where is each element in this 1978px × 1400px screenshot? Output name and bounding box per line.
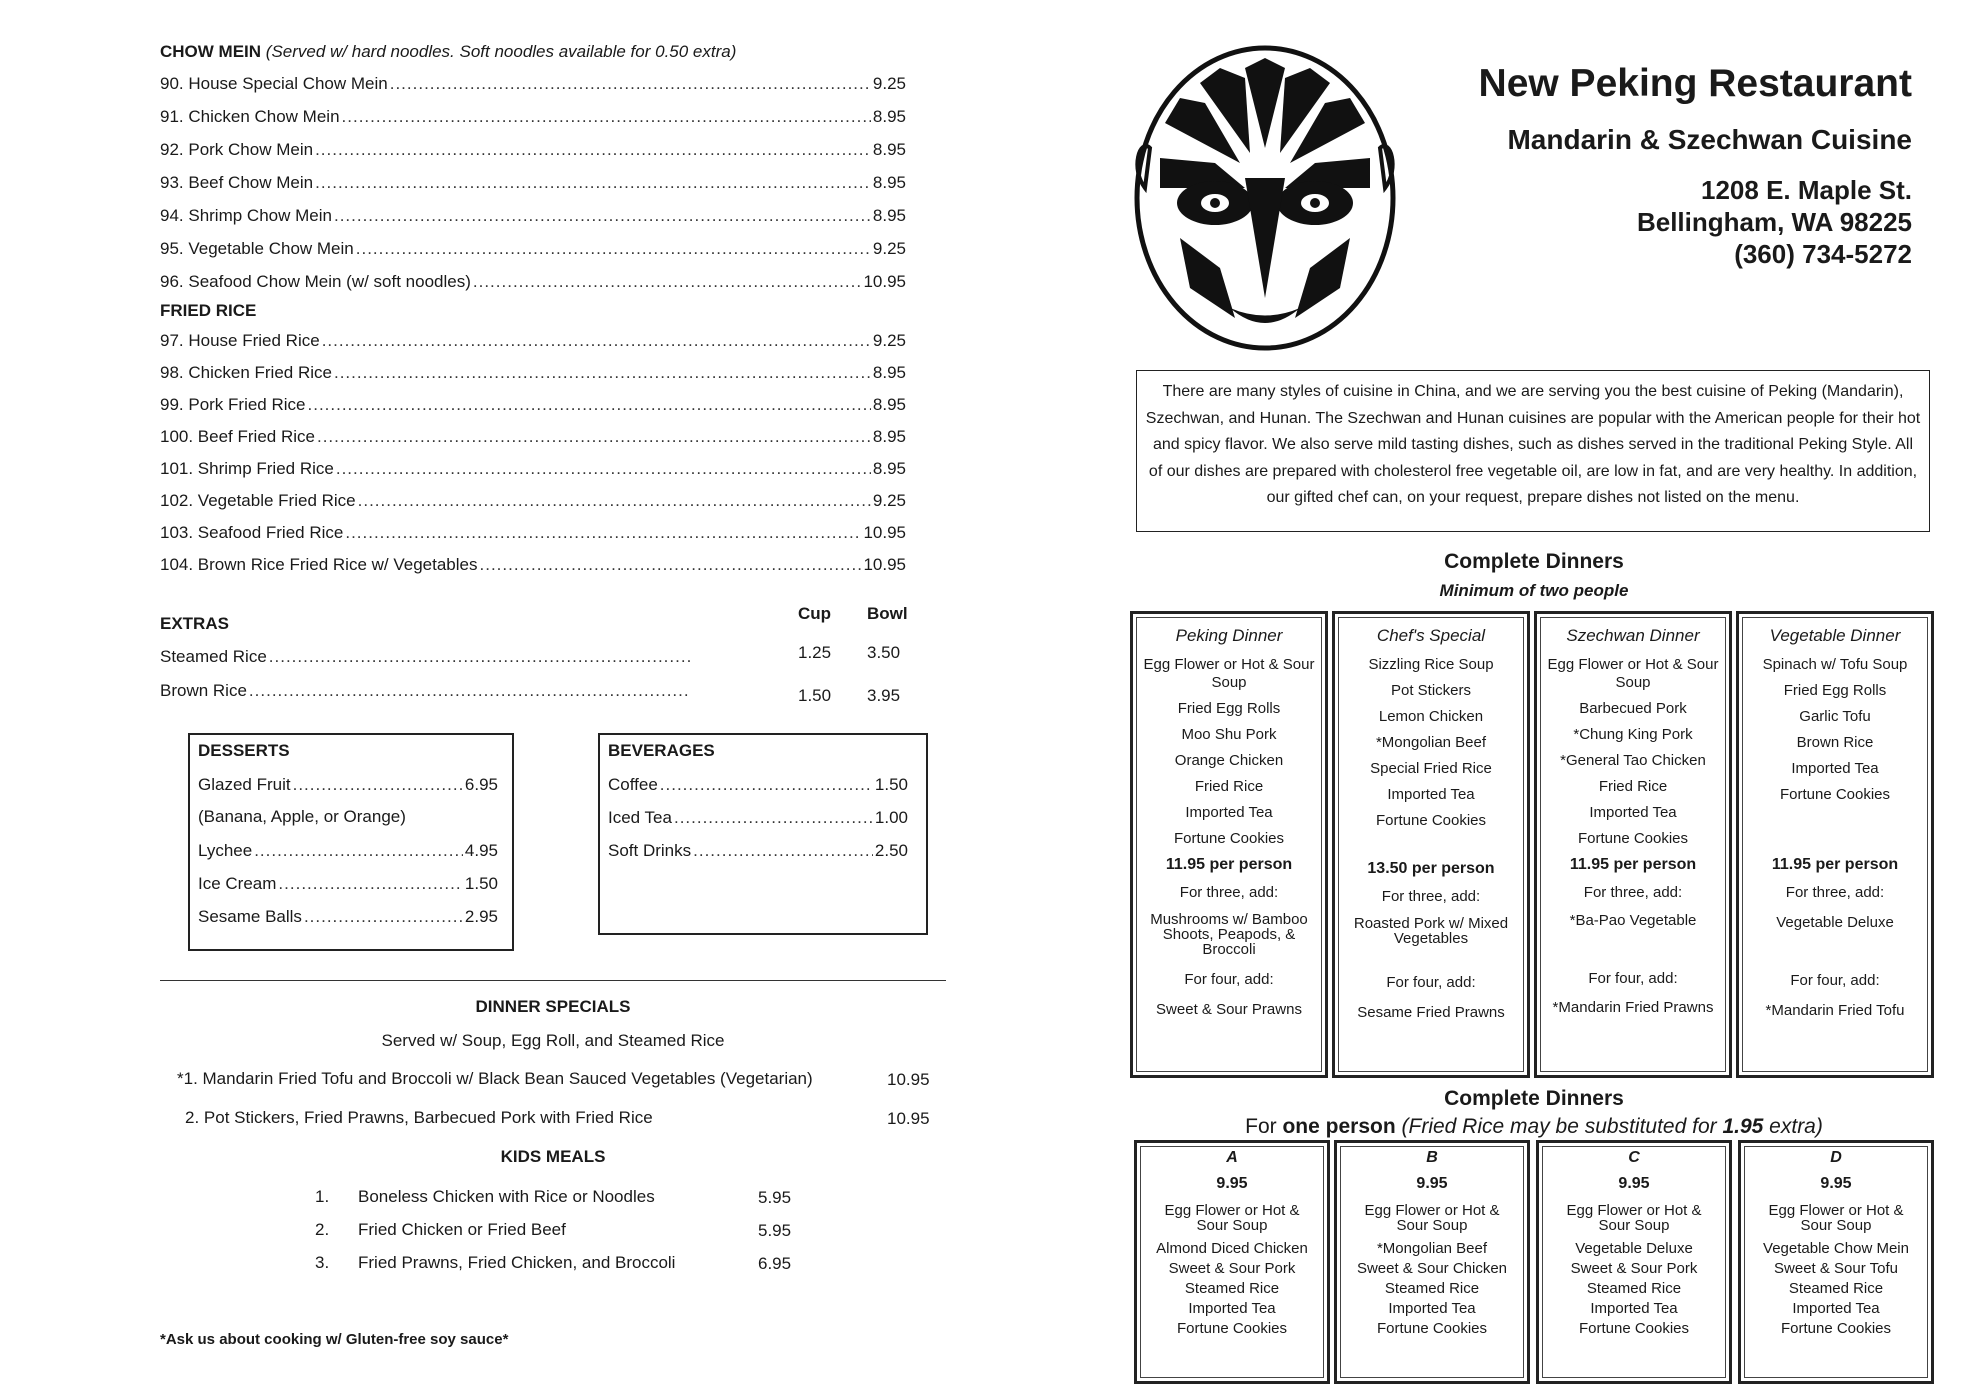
dinner-item: Orange Chicken bbox=[1174, 752, 1284, 769]
dinner-item: Fortune Cookies bbox=[1577, 830, 1689, 847]
dinner-box-peking bbox=[1130, 611, 1328, 1078]
kids-meal-price: 5.95 bbox=[758, 1221, 792, 1240]
dinner-item: Imported Tea bbox=[1185, 804, 1273, 821]
dinner-item: Imported Tea bbox=[1791, 760, 1879, 777]
dinner-price: 9.95 bbox=[1216, 1175, 1248, 1192]
dinner-item: Sweet & Sour Tofu bbox=[1774, 1260, 1898, 1277]
dinner-item: Imported Tea bbox=[1589, 804, 1677, 821]
for-four-label: For four, add: bbox=[1588, 970, 1678, 987]
dinner-box-chefs-special bbox=[1332, 611, 1530, 1078]
dinner-box-title: Szechwan Dinner bbox=[1566, 626, 1700, 645]
for-four-item: *Mandarin Fried Tofu bbox=[1765, 1002, 1905, 1019]
intro-box bbox=[1136, 370, 1930, 532]
dinner-item: Imported Tea bbox=[1387, 786, 1475, 803]
for-three-label: For three, add: bbox=[1179, 884, 1279, 901]
extras-bowl-price: 3.95 bbox=[867, 686, 901, 705]
dinner-item: Sweet & Sour Pork bbox=[1168, 1260, 1296, 1277]
dinner-item: Egg Flower or Hot & Sour Soup bbox=[1143, 656, 1315, 691]
menu-item: Lychee ..... 4.95 bbox=[198, 841, 498, 861]
dinner-item: Fortune Cookies bbox=[1578, 1320, 1690, 1337]
restaurant-cuisine: Mandarin & Szechwan Cuisine bbox=[1507, 124, 1912, 155]
section-divider bbox=[160, 980, 946, 981]
menu-item: 103. Seafood Fried Rice ..... 10.95 bbox=[160, 523, 906, 543]
menu-item: Iced Tea ..... 1.00 bbox=[608, 808, 908, 828]
dinner-item: Fortune Cookies bbox=[1173, 830, 1285, 847]
dinner-item: Egg Flower or Hot & Sour Soup bbox=[1566, 1202, 1702, 1234]
dinner-item: Fried Egg Rolls bbox=[1783, 682, 1887, 699]
kids-meal-num: 2. bbox=[315, 1220, 330, 1239]
dinner-letter: C bbox=[1628, 1149, 1640, 1166]
dinner-item: Imported Tea bbox=[1188, 1300, 1276, 1317]
dinner-item: Fortune Cookies bbox=[1780, 1320, 1892, 1337]
desserts-box bbox=[188, 733, 514, 951]
for-three-item: *Ba-Pao Vegetable bbox=[1569, 912, 1697, 929]
dinner-item: Fortune Cookies bbox=[1376, 1320, 1488, 1337]
for-four-item: *Mandarin Fried Prawns bbox=[1552, 999, 1714, 1016]
desserts-title: DESSERTS bbox=[198, 741, 290, 760]
dinner-item: Fried Rice bbox=[1598, 778, 1668, 795]
extras-cup-price: 1.25 bbox=[798, 643, 832, 662]
dinner-box-d bbox=[1738, 1140, 1934, 1384]
extras-col-cup: Cup bbox=[798, 604, 832, 623]
dinner-item: Spinach w/ Tofu Soup bbox=[1762, 656, 1908, 673]
dinner-price: 9.95 bbox=[1820, 1175, 1852, 1192]
for-four-item: Sesame Fried Prawns bbox=[1357, 1004, 1505, 1021]
dinner-item: Steamed Rice bbox=[1184, 1280, 1280, 1297]
dinner-box-vegetable bbox=[1736, 611, 1934, 1078]
menu-item: Coffee ..... 1.50 bbox=[608, 775, 908, 795]
dinner-price: 9.95 bbox=[1416, 1175, 1448, 1192]
dinner-box-b bbox=[1334, 1140, 1530, 1384]
dinner-box-a bbox=[1134, 1140, 1330, 1384]
dinner-specials-title: DINNER SPECIALS bbox=[475, 997, 631, 1016]
dinner-specials-subtitle: Served w/ Soup, Egg Roll, and Steamed Rice bbox=[381, 1031, 725, 1050]
beverages-box bbox=[598, 733, 928, 935]
dinner-item: Egg Flower or Hot & Sour Soup bbox=[1768, 1202, 1904, 1234]
dinner-price: 9.95 bbox=[1618, 1175, 1650, 1192]
kids-meal-name: Boneless Chicken with Rice or Noodles bbox=[358, 1187, 655, 1206]
menu-item: 91. Chicken Chow Mein ..... 8.95 bbox=[160, 107, 906, 127]
dinner-item: Sweet & Sour Chicken bbox=[1356, 1260, 1508, 1277]
kids-meal-num: 1. bbox=[315, 1187, 330, 1206]
restaurant-phone: (360) 734-5272 bbox=[1734, 239, 1912, 269]
dinner-item: Fortune Cookies bbox=[1176, 1320, 1288, 1337]
menu-item: 94. Shrimp Chow Mein ..... 8.95 bbox=[160, 206, 906, 226]
dinner-item: Fried Egg Rolls bbox=[1177, 700, 1281, 717]
dinner-letter: B bbox=[1426, 1149, 1438, 1166]
menu-item: 95. Vegetable Chow Mein ..... 9.25 bbox=[160, 239, 906, 259]
for-four-label: For four, add: bbox=[1386, 974, 1476, 991]
for-four-label: For four, add: bbox=[1790, 972, 1880, 989]
menu-item: 100. Beef Fried Rice ..... 8.95 bbox=[160, 427, 906, 447]
extras-cup-price: 1.50 bbox=[798, 686, 832, 705]
dinner-item: Imported Tea bbox=[1388, 1300, 1476, 1317]
dinner-item: Steamed Rice bbox=[1384, 1280, 1480, 1297]
restaurant-street: 1208 E. Maple St. bbox=[1701, 175, 1912, 205]
menu-item: Glazed Fruit ..... 6.95 bbox=[198, 775, 498, 795]
dinner-box-title: Chef's Special bbox=[1376, 626, 1486, 645]
extras-bowl-price: 3.50 bbox=[867, 643, 901, 662]
menu-item: 97. House Fried Rice ..... 9.25 bbox=[160, 331, 906, 351]
dinner-item: Sizzling Rice Soup bbox=[1368, 656, 1494, 673]
for-three-item: Mushrooms w/ Bamboo Shoots, Peapods, & Broccoli bbox=[1150, 911, 1308, 958]
chow-mein-title: CHOW MEIN bbox=[160, 42, 262, 61]
menu-item: 93. Beef Chow Mein ..... 8.95 bbox=[160, 173, 906, 193]
kids-meal-price: 6.95 bbox=[758, 1254, 792, 1273]
dinner-item: Vegetable Chow Mein bbox=[1763, 1240, 1909, 1257]
dinner-item: Fortune Cookies bbox=[1779, 786, 1891, 803]
dinner-price: 11.95 per person bbox=[1771, 856, 1899, 873]
dinner-item: *Mongolian Beef bbox=[1376, 1240, 1488, 1257]
for-three-item: Vegetable Deluxe bbox=[1776, 914, 1894, 931]
kids-meal-num: 3. bbox=[315, 1253, 330, 1272]
for-three-label: For three, add: bbox=[1381, 888, 1481, 905]
complete-dinners-subtitle: Minimum of two people bbox=[1439, 581, 1629, 600]
dinner-item: Garlic Tofu bbox=[1799, 708, 1871, 725]
dinner-item: Egg Flower or Hot & Sour Soup bbox=[1547, 656, 1719, 691]
menu-item: 96. Seafood Chow Mein (w/ soft noodles) ..... 10.95 bbox=[160, 272, 906, 292]
dinner-box-c bbox=[1536, 1140, 1732, 1384]
extras-col-bowl: Bowl bbox=[867, 604, 908, 623]
menu-item: Ice Cream ..... 1.50 bbox=[198, 874, 498, 894]
complete-dinners-one-subtitle: For one person (Fried Rice may be substituted for 1.95 extra) bbox=[1245, 1115, 1823, 1138]
restaurant-name: New Peking Restaurant bbox=[1478, 62, 1912, 105]
dinner-box-title: Peking Dinner bbox=[1175, 626, 1283, 645]
opera-mask-logo-icon bbox=[1120, 38, 1410, 363]
dinner-item: *Mongolian Beef bbox=[1375, 734, 1487, 751]
footnote: *Ask us about cooking w/ Gluten-free soy sauce* bbox=[160, 1331, 509, 1348]
kids-meal-name: Fried Chicken or Fried Beef bbox=[358, 1220, 566, 1239]
for-three-label: For three, add: bbox=[1785, 884, 1885, 901]
dinner-item: Egg Flower or Hot & Sour Soup bbox=[1164, 1202, 1300, 1234]
dinner-item: Fortune Cookies bbox=[1375, 812, 1487, 829]
dinner-item: Sweet & Sour Pork bbox=[1570, 1260, 1698, 1277]
extras-row: Brown Rice ..... bbox=[160, 681, 692, 701]
dinner-item: Steamed Rice bbox=[1788, 1280, 1884, 1297]
menu-item: 92. Pork Chow Mein ..... 8.95 bbox=[160, 140, 906, 160]
dinner-item: Steamed Rice bbox=[1586, 1280, 1682, 1297]
dinner-item: Egg Flower or Hot & Sour Soup bbox=[1364, 1202, 1500, 1234]
dinner-item: *General Tao Chicken bbox=[1560, 752, 1706, 769]
desserts-note: (Banana, Apple, or Orange) bbox=[198, 807, 406, 826]
menu-item: 104. Brown Rice Fried Rice w/ Vegetables ..... 10.95 bbox=[160, 555, 906, 575]
beverages-title: BEVERAGES bbox=[608, 741, 715, 760]
for-four-item: Sweet & Sour Prawns bbox=[1156, 1001, 1302, 1018]
for-four-label: For four, add: bbox=[1184, 971, 1274, 988]
kids-meals-title: KIDS MEALS bbox=[500, 1147, 606, 1166]
fried-rice-title: FRIED RICE bbox=[160, 301, 257, 320]
for-three-item: Roasted Pork w/ Mixed Vegetables bbox=[1353, 915, 1509, 947]
chow-mein-note: (Served w/ hard noodles. Soft noodles available for 0.50 extra) bbox=[265, 42, 737, 61]
restaurant-city: Bellingham, WA 98225 bbox=[1636, 207, 1912, 237]
menu-item: 102. Vegetable Fried Rice ..... 9.25 bbox=[160, 491, 906, 511]
dinner-item: Vegetable Deluxe bbox=[1575, 1240, 1693, 1257]
dinner-item: Fried Rice bbox=[1194, 778, 1264, 795]
kids-meal-price: 5.95 bbox=[758, 1188, 792, 1207]
dinner-item: Barbecued Pork bbox=[1579, 700, 1687, 717]
chow-mein-heading bbox=[160, 42, 736, 62]
dinner-letter: D bbox=[1830, 1149, 1842, 1166]
extras-row: Steamed Rice ..... bbox=[160, 647, 692, 667]
dinner-special-item: *1. Mandarin Fried Tofu and Broccoli w/ Black Bean Sauced Vegetables (Vegetarian) bbox=[177, 1069, 813, 1088]
dinner-item: Imported Tea bbox=[1792, 1300, 1880, 1317]
for-three-label: For three, add: bbox=[1583, 884, 1683, 901]
dinner-letter: A bbox=[1226, 1149, 1238, 1166]
extras-title: EXTRAS bbox=[160, 614, 229, 633]
menu-item: 101. Shrimp Fried Rice ..... 8.95 bbox=[160, 459, 906, 479]
dinner-item: Almond Diced Chicken bbox=[1156, 1240, 1308, 1257]
dinner-item: Brown Rice bbox=[1796, 734, 1874, 751]
dinner-box-title: Vegetable Dinner bbox=[1769, 626, 1901, 645]
dinner-special-price: 10.95 bbox=[887, 1109, 930, 1128]
dinner-special-price: 10.95 bbox=[887, 1070, 930, 1089]
complete-dinners-title: Complete Dinners bbox=[1444, 550, 1624, 573]
dinner-special-item: 2. Pot Stickers, Fried Prawns, Barbecued Pork with Fried Rice bbox=[185, 1108, 653, 1127]
intro-text: There are many styles of cuisine in China, and we are serving you the best cuisine of Peking (Mandarin), Szechwan, and Hunan. The Szechwan and Hunan cuisines are popular with the American people for their hot and spicy flavor. We also serve mild tasting dishes, such as dishes served in the traditional Peking Style. All of our dishes are prepared with cholesterol free vegetable oil, are low in fat, and are very healthy. In addition, our gifted chef can, on your request, prepare dishes not listed on the menu. bbox=[1145, 383, 1921, 506]
dinner-item: Imported Tea bbox=[1590, 1300, 1678, 1317]
dinner-price: 11.95 per person bbox=[1165, 856, 1293, 873]
menu-item: 90. House Special Chow Mein ..... 9.25 bbox=[160, 74, 906, 94]
dinner-box-szechwan bbox=[1534, 611, 1732, 1078]
dinner-item: Lemon Chicken bbox=[1378, 708, 1484, 725]
menu-item: 99. Pork Fried Rice ..... 8.95 bbox=[160, 395, 906, 415]
dinner-item: Moo Shu Pork bbox=[1181, 726, 1277, 743]
dinner-price: 13.50 per person bbox=[1367, 860, 1495, 877]
menu-item: Sesame Balls ..... 2.95 bbox=[198, 907, 498, 927]
complete-dinners-one-title: Complete Dinners bbox=[1444, 1087, 1624, 1110]
dinner-item: Pot Stickers bbox=[1390, 682, 1472, 699]
dinner-item: *Chung King Pork bbox=[1573, 726, 1693, 743]
dinner-item: Special Fried Rice bbox=[1370, 760, 1492, 777]
kids-meal-name: Fried Prawns, Fried Chicken, and Broccoli bbox=[358, 1253, 676, 1272]
menu-item: 98. Chicken Fried Rice ..... 8.95 bbox=[160, 363, 906, 383]
dinner-price: 11.95 per person bbox=[1569, 856, 1697, 873]
menu-item: Soft Drinks ..... 2.50 bbox=[608, 841, 908, 861]
